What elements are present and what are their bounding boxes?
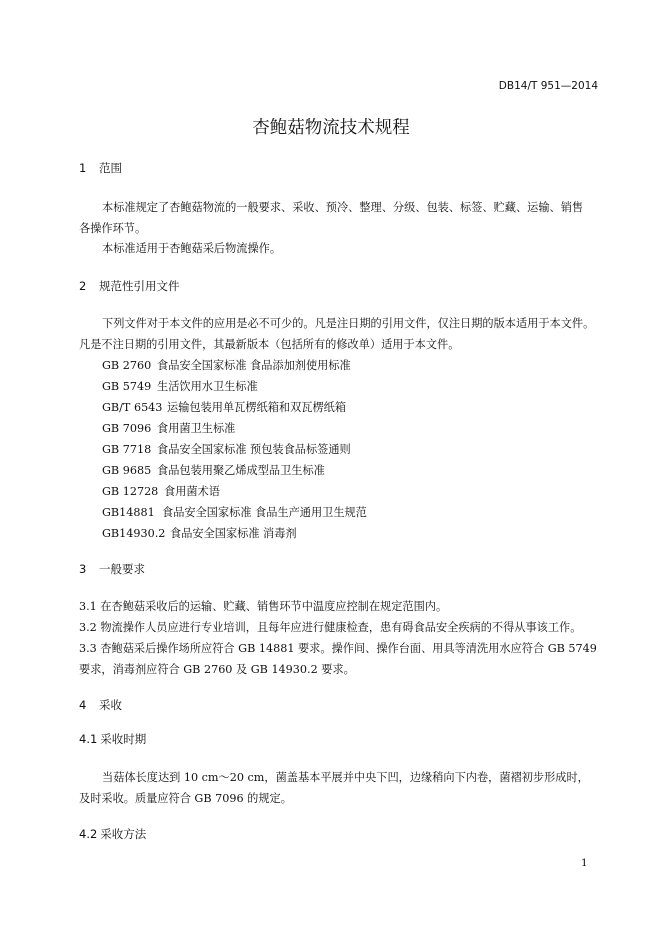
reference-name: 食品安全国家标准 食品添加剂使用标准 [157,359,351,372]
section-2-paragraph-line-2: 凡是不注日期的引用文件，其最新版本（包括所有的修改单）适用于本文件。 [79,338,460,351]
reference-name: 食品安全国家标准 预包装食品标签通则 [157,443,351,456]
reference-code: GB 12728 [102,485,159,498]
requirement-3-2: 3.2 物流操作人员应进行专业培训，且每年应进行健康检查，患有碍食品安全疾病的不得从事该工作。 [79,621,582,634]
reference-item [102,420,235,436]
reference-item [102,378,258,394]
reference-item [102,483,220,499]
reference-item [102,441,351,457]
page-number: 1 [581,857,588,869]
reference-code: GB 2760 [102,359,152,372]
reference-name: 食品安全国家标准 消毒剂 [170,527,297,540]
section-number: 1 [79,161,87,175]
reference-name: 食用菌卫生标准 [157,422,236,435]
reference-code: GB 9685 [102,464,152,477]
reference-name: 生活饮用水卫生标准 [157,380,258,393]
section-2-heading [79,278,180,294]
reference-name: 食用菌术语 [164,485,220,498]
reference-code: GB 7096 [102,422,152,435]
section-number: 4 [79,698,87,712]
reference-item [102,525,297,541]
section-1-paragraph-1-line-1: 本标准规定了杏鲍菇物流的一般要求、采收、预冷、整理、分级、包装、标签、贮藏、运输、销售 [102,201,584,214]
subsection-title: 采收方法 [100,827,147,841]
document-number: DB14/T 951—2014 [498,80,598,92]
reference-code: GB/T 6543 [102,401,163,414]
section-title: 一般要求 [99,562,145,576]
section-2-paragraph-line-1: 下列文件对于本文件的应用是必不可少的。凡是注日期的引用文件，仅注日期的版本适用于本文件。 [102,317,595,330]
reference-code: GB 5749 [102,380,152,393]
section-1-heading [79,160,122,176]
reference-code: GB14881 [102,506,155,519]
section-1-paragraph-2: 本标准适用于杏鲍菇采后物流操作。 [102,242,282,255]
requirement-3-1: 3.1 在杏鲍菇采收后的运输、贮藏、销售环节中温度应控制在规定范围内。 [79,600,448,613]
reference-code: GB 7718 [102,443,152,456]
section-number: 2 [79,279,87,293]
reference-code: GB14930.2 [102,527,166,540]
subsection-4-1-heading [79,731,146,747]
section-title: 规范性引用文件 [99,279,180,293]
subsection-number: 4.1 [79,732,98,746]
reference-name: 食品安全国家标准 食品生产通用卫生规范 [162,506,367,519]
requirement-3-3-line-1: 3.3 杏鲍菇采后操作场所应符合 GB 14881 要求。操作间、操作台面、用具等清洗用水应符合 GB 5749 [79,642,597,655]
reference-item [102,357,351,373]
section-number: 3 [79,562,87,576]
subsection-4-1-paragraph-line-2: 及时采收。质量应符合 GB 7096 的规定。 [79,792,292,805]
section-title: 采收 [99,698,122,712]
document-title: 杏鲍菇物流技术规程 [252,118,410,138]
requirement-3-3-line-2: 要求，消毒剂应符合 GB 2760 及 GB 14930.2 要求。 [79,663,355,676]
section-title: 范围 [99,161,122,175]
subsection-4-2-heading [79,826,146,842]
subsection-4-1-paragraph-line-1: 当菇体长度达到 10 cm～20 cm，菌盖基本平展并中央下凹，边缘稍向下内卷，菌褶初步形成时， [102,771,589,784]
reference-item [102,462,325,478]
section-4-heading [79,697,122,713]
reference-name: 食品包装用聚乙烯成型品卫生标准 [157,464,325,477]
subsection-title: 采收时期 [100,732,147,746]
reference-name: 运输包装用单瓦楞纸箱和双瓦楞纸箱 [167,401,347,414]
section-1-paragraph-1-line-2: 各操作环节。 [79,222,147,235]
subsection-number: 4.2 [79,827,98,841]
reference-item [102,399,346,415]
section-3-heading [79,561,145,577]
reference-item [102,504,367,520]
